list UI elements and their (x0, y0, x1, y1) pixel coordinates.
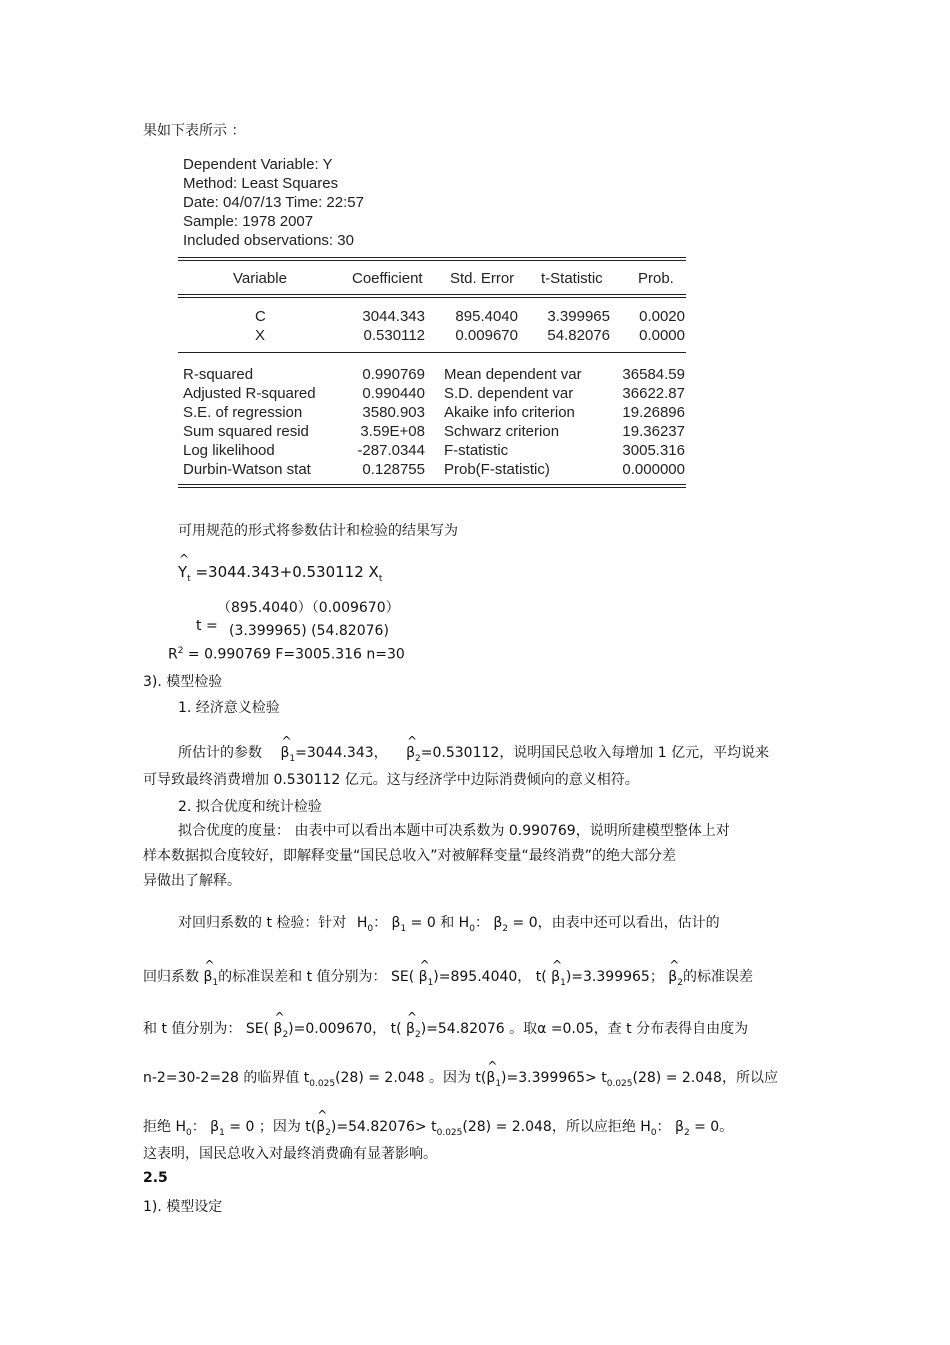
intro-line: 果如下表所示 ： (143, 123, 246, 139)
cell-prob: 0.0000 (639, 327, 685, 344)
rule (178, 257, 686, 261)
stat-label: Akaike info criterion (444, 404, 575, 421)
cell-var: X (255, 327, 266, 344)
para-t-line4: n-2=30-2=28 的临界值 $t_{0.025}(28) = 2.048$ 。因为 t(^ $\beta_1)=3.399965> t_{0.025}(28) = 2.048$，所以应 (143, 1067, 778, 1089)
stat-label: Durbin-Watson stat (183, 461, 311, 478)
eq-std-errors: （895.4040）（0.009670） (217, 600, 400, 616)
para-form: 可用规范的形式将参数估计和检验的结果写为 (178, 523, 458, 539)
section-3-1: 1. 经济意义检验 (178, 700, 280, 716)
para-econ-line2: 可导致最终消费增加 0.530112 亿元。这与经济学中边际消费倾向的意义相符。 (143, 772, 639, 788)
eq-t-label: t = (196, 618, 218, 634)
eq-fit-stats: $R^2 = 0.990769$ F=3005.316 n=30 (168, 646, 405, 663)
stat-label: F-statistic (444, 442, 509, 459)
stat-label: S.E. of regression (183, 404, 303, 421)
stat-label: Prob(F-statistic) (444, 461, 550, 478)
stat-label: Log likelihood (183, 442, 275, 459)
rule (178, 484, 686, 488)
section-3: 3). 模型检验 (143, 674, 223, 690)
regression-equation: ^ $Y_t =3044.343+0.530112$ $X_t$ (178, 563, 382, 584)
cell-se: 0.009670 (455, 327, 518, 344)
para-fit-line1: 拟合优度的度量： 由表中可以看出本题中可决系数为 0.990769，说明所建模型整体上对 (178, 823, 730, 839)
col-t-stat: t-Statistic (541, 270, 603, 287)
stat-label: S.D. dependent var (444, 385, 574, 402)
reg-header-sample: Sample: 1978 2007 (183, 213, 314, 230)
para-t-line3: 和 t 值分别为： SE( ^ $\beta_2)=0.009670$， t( ^ $\beta_2)=54.82076$ 。取α =0.05，查 t 分布表得自由度为 (143, 1018, 748, 1040)
eq-t-values: (3.399965) (54.82076) (229, 623, 389, 639)
stat-value: 19.26896 (622, 404, 685, 421)
reg-header-date: Date: 04/07/13 Time: 22:57 (183, 194, 364, 211)
stat-value: 3005.316 (622, 442, 685, 459)
para-t-line6: 这表明，国民总收入对最终消费确有显著影响。 (143, 1146, 437, 1162)
stat-value: -287.0344 (357, 442, 425, 459)
section-3-2: 2. 拟合优度和统计检验 (178, 799, 322, 815)
reg-header-dep: Dependent Variable: Y (183, 156, 333, 173)
rule (178, 294, 686, 298)
stat-label: Mean dependent var (444, 366, 582, 383)
stat-value: 0.000000 (622, 461, 685, 478)
stat-value: 3.59E+08 (360, 423, 425, 440)
para-fit-line2: 样本数据拟合度较好，即解释变量“国民总收入”对被解释变量“最终消费”的绝大部分差 (143, 848, 677, 864)
stat-value: 3580.903 (362, 404, 425, 421)
para-fit-line3: 异做出了解释。 (143, 873, 241, 889)
cell-t: 54.82076 (547, 327, 610, 344)
reg-header-obs: Included observations: 30 (183, 232, 354, 249)
stat-value: 0.990769 (362, 366, 425, 383)
cell-coef: 3044.343 (362, 308, 425, 325)
reg-header-method: Method: Least Squares (183, 175, 339, 192)
col-std-error: Std. Error (450, 270, 515, 287)
stat-value: 36622.87 (622, 385, 685, 402)
col-variable: Variable (233, 270, 287, 287)
cell-se: 895.4040 (455, 308, 518, 325)
stat-value: 36584.59 (622, 366, 685, 383)
cell-prob: 0.0020 (639, 308, 685, 325)
para-t-line1: 对回归系数的 t 检验：针对 $H_0$： $\beta_1 = 0$ 和 $H_0$： $\beta_2 = 0$，由表中还可以看出，估计的 (178, 915, 720, 934)
stat-value: 0.128755 (362, 461, 425, 478)
cell-t: 3.399965 (547, 308, 610, 325)
para-t-line5: 拒绝 $H_0$： $\beta_1 = 0$ ；因为 t(^ $\beta_2)=54.82076> t_{0.025}(28) = 2.048$，所以应拒绝 $H_0$： $\beta_2 = 0$。 (143, 1116, 733, 1138)
stat-label: Schwarz criterion (444, 423, 560, 440)
stat-label: Adjusted R-squared (183, 385, 316, 402)
cell-var: C (255, 308, 266, 325)
stat-label: Sum squared resid (183, 423, 309, 440)
col-prob: Prob. (638, 270, 674, 287)
para-t-line2: 回归系数 ^ $\beta_1$的标准误差和 t 值分别为： SE( ^ $\beta_1)=895.4040$， t( ^ $\beta_1)=3.399965$； ^ $\beta_2$的标准误差 (143, 966, 753, 988)
stat-value: 0.990440 (362, 385, 425, 402)
stat-value: 19.36237 (622, 423, 685, 440)
rule (178, 352, 686, 353)
cell-coef: 0.530112 (363, 327, 425, 344)
col-coefficient: Coefficient (352, 270, 423, 287)
stat-label: R-squared (183, 366, 254, 383)
section-2-5: 2.5 (143, 1170, 168, 1186)
para-econ-line1: 所估计的参数 ^ $\beta_1=3044.343$， ^ $\beta_2=0.530112$，说明国民总收入每增加 1 亿元，平均说来 (178, 742, 769, 764)
section-2-5-1: 1). 模型设定 (143, 1199, 223, 1215)
